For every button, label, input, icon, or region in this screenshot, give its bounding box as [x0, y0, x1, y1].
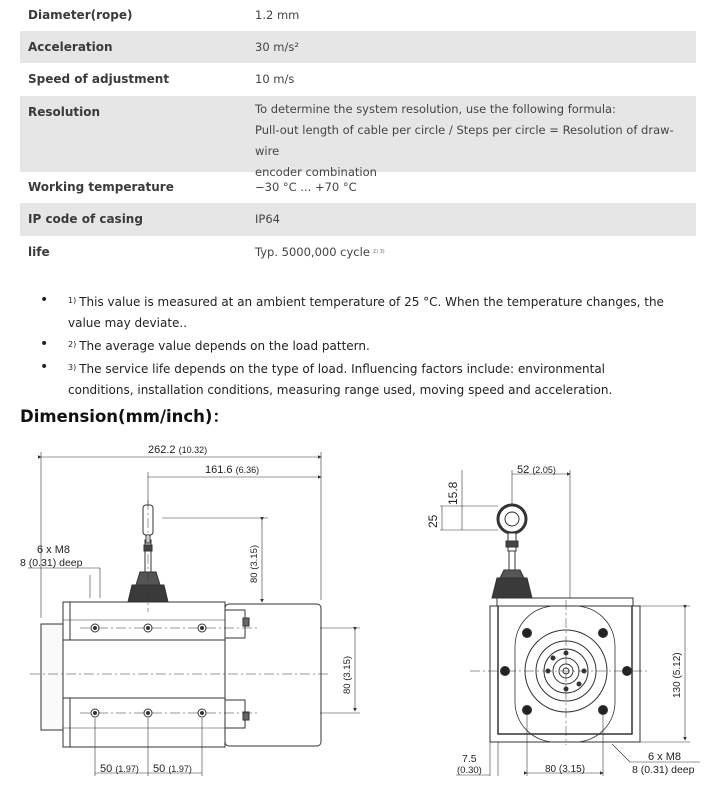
- spec-value-text: Typ. 5000,000 cycle: [255, 245, 370, 259]
- spec-value-line: To determine the system resolution, use the following formula:: [255, 102, 616, 116]
- footnote-item: [40, 334, 672, 357]
- dim-edge-offset-in: (0.30): [457, 765, 482, 776]
- dimension-drawing: [0, 436, 721, 786]
- section-title: Dimension(mm/inch)：: [20, 407, 229, 426]
- spec-label: Resolution: [28, 105, 101, 119]
- spec-label: IP code of casing: [28, 212, 143, 226]
- dim-axis-to-end: 161.6 (6.36): [205, 464, 260, 476]
- bullet-icon: •: [40, 292, 49, 308]
- dim-ring-height: 25: [426, 514, 440, 528]
- dim-ring-offset: 15.8: [446, 481, 460, 505]
- footnote-text: This value is measured at an ambient temperature of 25 °C. When the temperature changes, the value may deviate..: [68, 295, 664, 330]
- spec-value: 1.2 mm: [255, 8, 300, 22]
- side-view: [28, 452, 360, 776]
- spec-value: −30 °C ... +70 °C: [255, 180, 357, 194]
- bullet-icon: •: [40, 336, 49, 352]
- footnote-item: [40, 290, 672, 334]
- front-thread-depth: 8 (0.31) deep: [632, 764, 695, 776]
- footnote-text: The service life depends on the type of load. Influencing factors include: environmental conditions, installation conditions, measuring range used, moving speed and acceleration.: [68, 362, 613, 397]
- bullet-icon: •: [40, 359, 49, 375]
- footnote-marker: 3): [68, 363, 77, 372]
- spec-row: [20, 172, 696, 203]
- dim-hole-spacing-2: 50 (1.97): [153, 763, 192, 775]
- spec-label: life: [28, 245, 50, 259]
- footnote-marker: 1): [68, 296, 77, 305]
- spec-row: [20, 31, 696, 63]
- spec-value-line: Pull-out length of cable per circle / Steps per circle = Resolution of draw-wire: [255, 123, 674, 158]
- footnote-marker: 2): [68, 340, 77, 349]
- spec-value: 30 m/s²: [255, 40, 299, 54]
- spec-row: [20, 0, 696, 31]
- spec-value: [255, 236, 696, 263]
- footnote-text: The average value depends on the load pattern.: [79, 339, 370, 353]
- dim-edge-offset: 7.5: [462, 753, 477, 765]
- spec-value-multiline: [255, 96, 696, 183]
- side-thread-depth: 8 (0.31) deep: [20, 557, 83, 569]
- dim-overall-length: 262.2 (10.32): [148, 444, 208, 456]
- spec-value-line: encoder combination: [255, 165, 377, 179]
- spec-row: [20, 96, 696, 179]
- side-thread-label: 6 x M8: [37, 544, 71, 556]
- spec-row: [20, 236, 696, 269]
- spec-row: [20, 203, 696, 236]
- dim-hole-spacing-1: 50 (1.97): [100, 763, 139, 775]
- dim-height: 130 (5.12): [672, 652, 683, 698]
- spec-value: IP64: [255, 212, 280, 226]
- spec-label: Speed of adjustment: [28, 72, 170, 86]
- spec-value: 10 m/s: [255, 72, 295, 86]
- spec-row: [20, 63, 696, 96]
- dim-wire-height: 80 (3.15): [249, 544, 260, 583]
- spec-label: Working temperature: [28, 180, 174, 194]
- footnote-item: [40, 357, 672, 401]
- spec-label: Acceleration: [28, 40, 113, 54]
- front-view: [440, 470, 700, 776]
- front-thread-label: 6 x M8: [648, 751, 682, 763]
- spec-table: [20, 0, 696, 269]
- spec-label: Diameter(rope): [28, 8, 133, 22]
- footnote-ref: 2) 3): [372, 249, 385, 255]
- footnote-list: [40, 290, 672, 401]
- dim-front-hole-spacing: 80 (3.15): [545, 764, 586, 775]
- dim-hole-spacing-vertical: 80 (3.15): [342, 655, 353, 694]
- dim-ring-width: 52 (2.05): [517, 464, 556, 476]
